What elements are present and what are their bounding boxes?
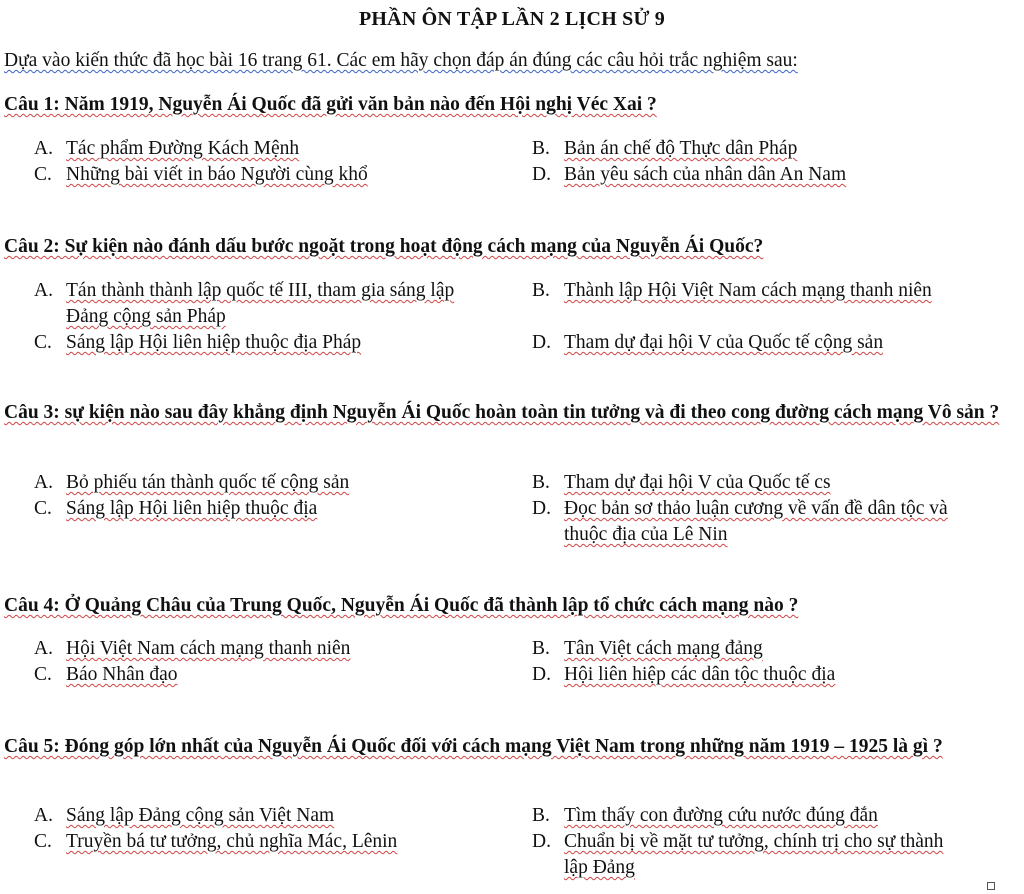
question-3-option-a: [34, 470, 474, 496]
option-letter: C.: [34, 332, 52, 353]
question-5-option-d: [532, 829, 962, 881]
question-3: Câu 3: sự kiện nào sau đây khẳng định Nguyễn Ái Quốc hoàn toàn tin tưởng và đi theo cong đường cách mạng Vô sản ?: [4, 402, 1000, 423]
question-4-option-c: [34, 662, 474, 688]
option-letter: A.: [34, 638, 53, 659]
option-letter: C.: [34, 498, 52, 519]
option-letter: B.: [532, 280, 550, 301]
option-text: Sáng lập Hội liên hiệp thuộc địa: [66, 498, 318, 519]
question-5-option-b: [532, 803, 962, 829]
option-letter: A.: [34, 138, 53, 159]
question-2-option-a: [34, 278, 474, 330]
option-letter: B.: [532, 472, 550, 493]
option-letter: A.: [34, 280, 53, 301]
option-text: Tham dự đại hội V của Quốc tế cs: [564, 472, 831, 493]
question-3-option-c: [34, 496, 474, 522]
option-text: Thành lập Hội Việt Nam cách mạng thanh niên: [564, 280, 932, 301]
question-5-option-c: [34, 829, 474, 855]
question-4: Câu 4: Ở Quảng Châu của Trung Quốc, Nguyễn Ái Quốc đã thành lập tổ chức cách mạng nào ?: [4, 595, 799, 616]
option-text: Tân Việt cách mạng đảng: [564, 638, 763, 659]
option-text: Truyền bá tư tưởng, chủ nghĩa Mác, Lênin: [66, 831, 398, 852]
option-text: Báo Nhân đạo: [66, 664, 178, 685]
question-4-option-b: [532, 636, 962, 662]
option-letter: D.: [532, 831, 551, 852]
question-2-option-d: [532, 330, 962, 356]
question-1-option-a: [34, 136, 474, 162]
option-letter: C.: [34, 164, 52, 185]
option-text: Tác phẩm Đường Kách Mệnh: [66, 138, 300, 159]
paragraph-mark-icon: [987, 882, 995, 890]
option-letter: A.: [34, 805, 53, 826]
option-text: Tìm thấy con đường cứu nước đúng đắn: [564, 805, 878, 826]
intro-text: Dựa vào kiến thức đã học bài 16 trang 61. Các em hãy chọn đáp án đúng các câu hỏi trắc nghiệm sau:: [4, 50, 798, 71]
option-text: Chuẩn bị về mặt tư tưởng, chính trị cho sự thành lập Đảng: [564, 831, 944, 878]
option-text: Hội Việt Nam cách mạng thanh niên: [66, 638, 351, 659]
document-title: PHẦN ÔN TẬP LẦN 2 LỊCH SỬ 9: [359, 8, 665, 30]
option-text: Bỏ phiếu tán thành quốc tế cộng sản: [66, 472, 350, 493]
option-text: Bản yêu sách của nhân dân An Nam: [564, 164, 847, 185]
option-letter: B.: [532, 638, 550, 659]
option-letter: D.: [532, 664, 551, 685]
question-2: Câu 2: Sự kiện nào đánh dấu bước ngoặt trong hoạt động cách mạng của Nguyễn Ái Quốc?: [4, 236, 764, 257]
question-2-option-b: [532, 278, 962, 304]
question-4-option-d: [532, 662, 962, 688]
option-text: Hội liên hiệp các dân tộc thuộc địa: [564, 664, 836, 685]
option-text: Bản án chế độ Thực dân Pháp: [564, 138, 798, 159]
option-letter: D.: [532, 164, 551, 185]
option-text: Sáng lập Đảng cộng sản Việt Nam: [66, 805, 335, 826]
question-1-option-c: [34, 162, 474, 188]
question-2-option-c: [34, 330, 474, 356]
option-letter: D.: [532, 332, 551, 353]
question-1-option-d: [532, 162, 962, 188]
option-letter: C.: [34, 664, 52, 685]
option-text: Tán thành thành lập quốc tế III, tham gia sáng lập Đảng cộng sản Pháp: [66, 280, 455, 327]
option-text: Tham dự đại hội V của Quốc tế cộng sản: [564, 332, 884, 353]
option-text: Đọc bản sơ thảo luận cương về vấn đề dân tộc và thuộc địa của Lê Nin: [564, 498, 948, 545]
option-text: Sáng lập Hội liên hiệp thuộc địa Pháp: [66, 332, 362, 353]
question-5: Câu 5: Đóng góp lớn nhất của Nguyễn Ái Quốc đối với cách mạng Việt Nam trong những năm 1919 – 1925 là gì ?: [4, 736, 943, 757]
question-3-option-d: [532, 496, 962, 548]
option-letter: D.: [532, 498, 551, 519]
option-letter: C.: [34, 831, 52, 852]
option-text: Những bài viết in báo Người cùng khổ: [66, 164, 368, 185]
option-letter: B.: [532, 805, 550, 826]
question-1-option-b: [532, 136, 962, 162]
question-4-option-a: [34, 636, 474, 662]
option-letter: B.: [532, 138, 550, 159]
question-5-option-a: [34, 803, 474, 829]
question-3-option-b: [532, 470, 962, 496]
option-letter: A.: [34, 472, 53, 493]
question-1: Câu 1: Năm 1919, Nguyễn Ái Quốc đã gửi văn bản nào đến Hội nghị Véc Xai ?: [4, 94, 657, 115]
